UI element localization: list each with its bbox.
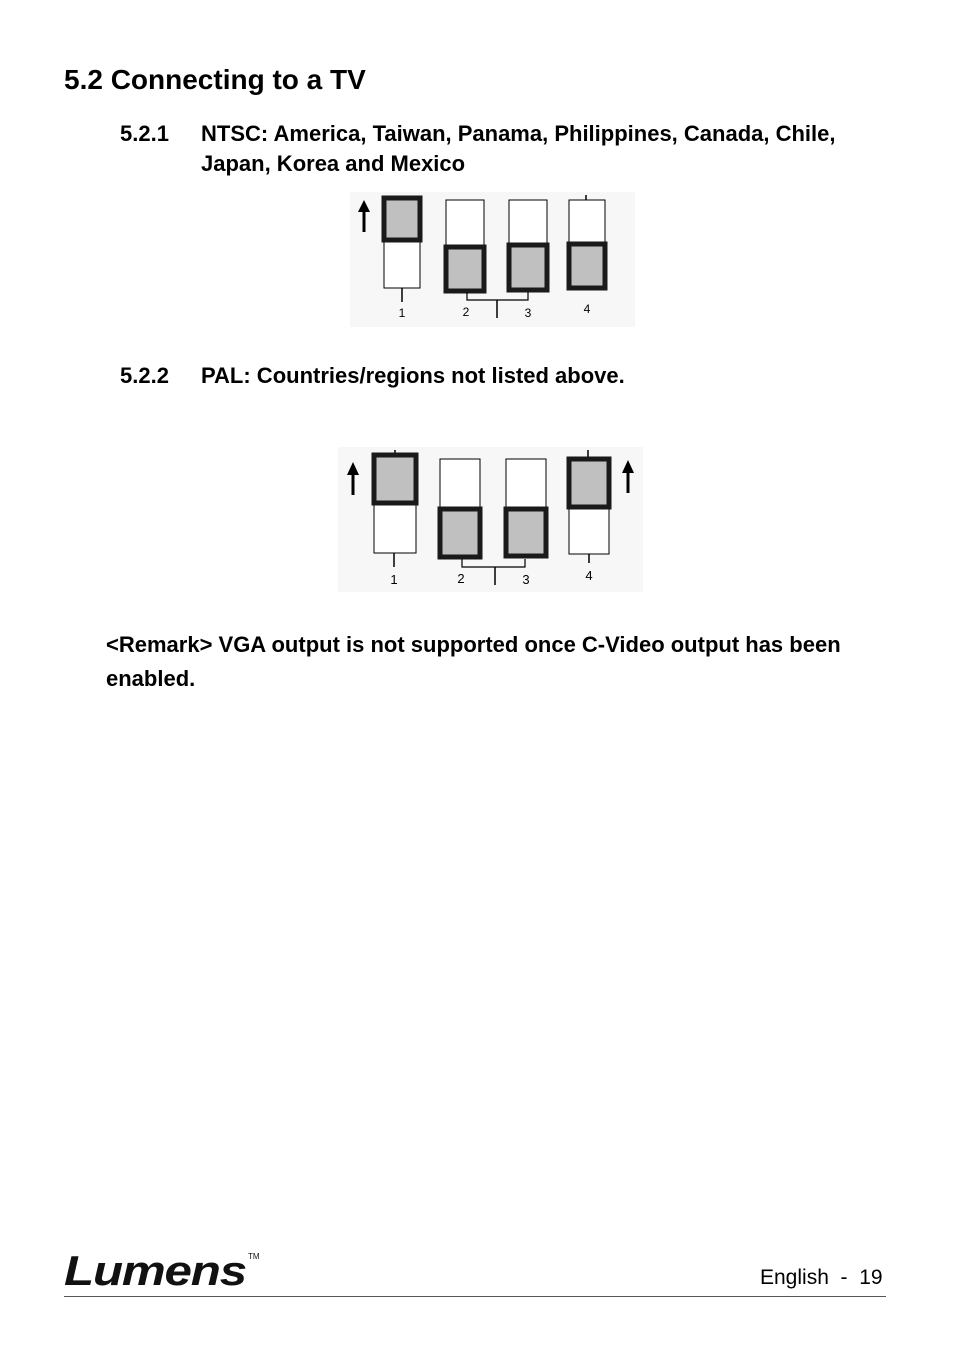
switch-label-4: 4 — [583, 302, 591, 316]
subsection-heading: NTSC: America, Taiwan, Panama, Philippines, Canada, Chile, Japan, Korea and Mexico — [201, 121, 836, 176]
page-number: English - 19 — [760, 1266, 883, 1289]
subsection-number: 5.2.1 — [120, 121, 169, 146]
dip-switch-1 — [374, 450, 416, 567]
dip-switch-4 — [569, 195, 605, 290]
dip-switch-diagram-pal — [338, 447, 643, 592]
remark-note: <Remark> VGA output is not supported once C-Video output has been enabled. — [106, 632, 841, 691]
switch-label-2: 2 — [462, 305, 470, 319]
dip-switch-4 — [569, 450, 609, 563]
dip-switch-2 — [440, 459, 480, 558]
trademark-mark: TM — [248, 1252, 260, 1261]
footer-divider — [64, 1296, 886, 1297]
dip-switch-1 — [384, 198, 420, 302]
switch-label-1: 1 — [390, 572, 398, 587]
lumens-logo — [62, 1246, 262, 1294]
switch-label-1: 1 — [398, 306, 406, 320]
section-title: 5.2 Connecting to a TV — [64, 64, 366, 95]
switch-label-3: 3 — [522, 572, 530, 587]
switch-label-2: 2 — [457, 571, 465, 586]
switch-label-4: 4 — [585, 568, 593, 583]
dip-switch-diagram-ntsc — [350, 192, 635, 327]
logo-wordmark: Lumens — [64, 1247, 246, 1294]
switch-label-3: 3 — [524, 306, 532, 320]
subsection-heading: PAL: Countries/regions not listed above. — [201, 363, 625, 388]
subsection-number: 5.2.2 — [120, 363, 169, 388]
dip-switch-3 — [506, 459, 546, 558]
dip-switch-2 — [446, 200, 484, 292]
dip-switch-3 — [509, 200, 547, 292]
